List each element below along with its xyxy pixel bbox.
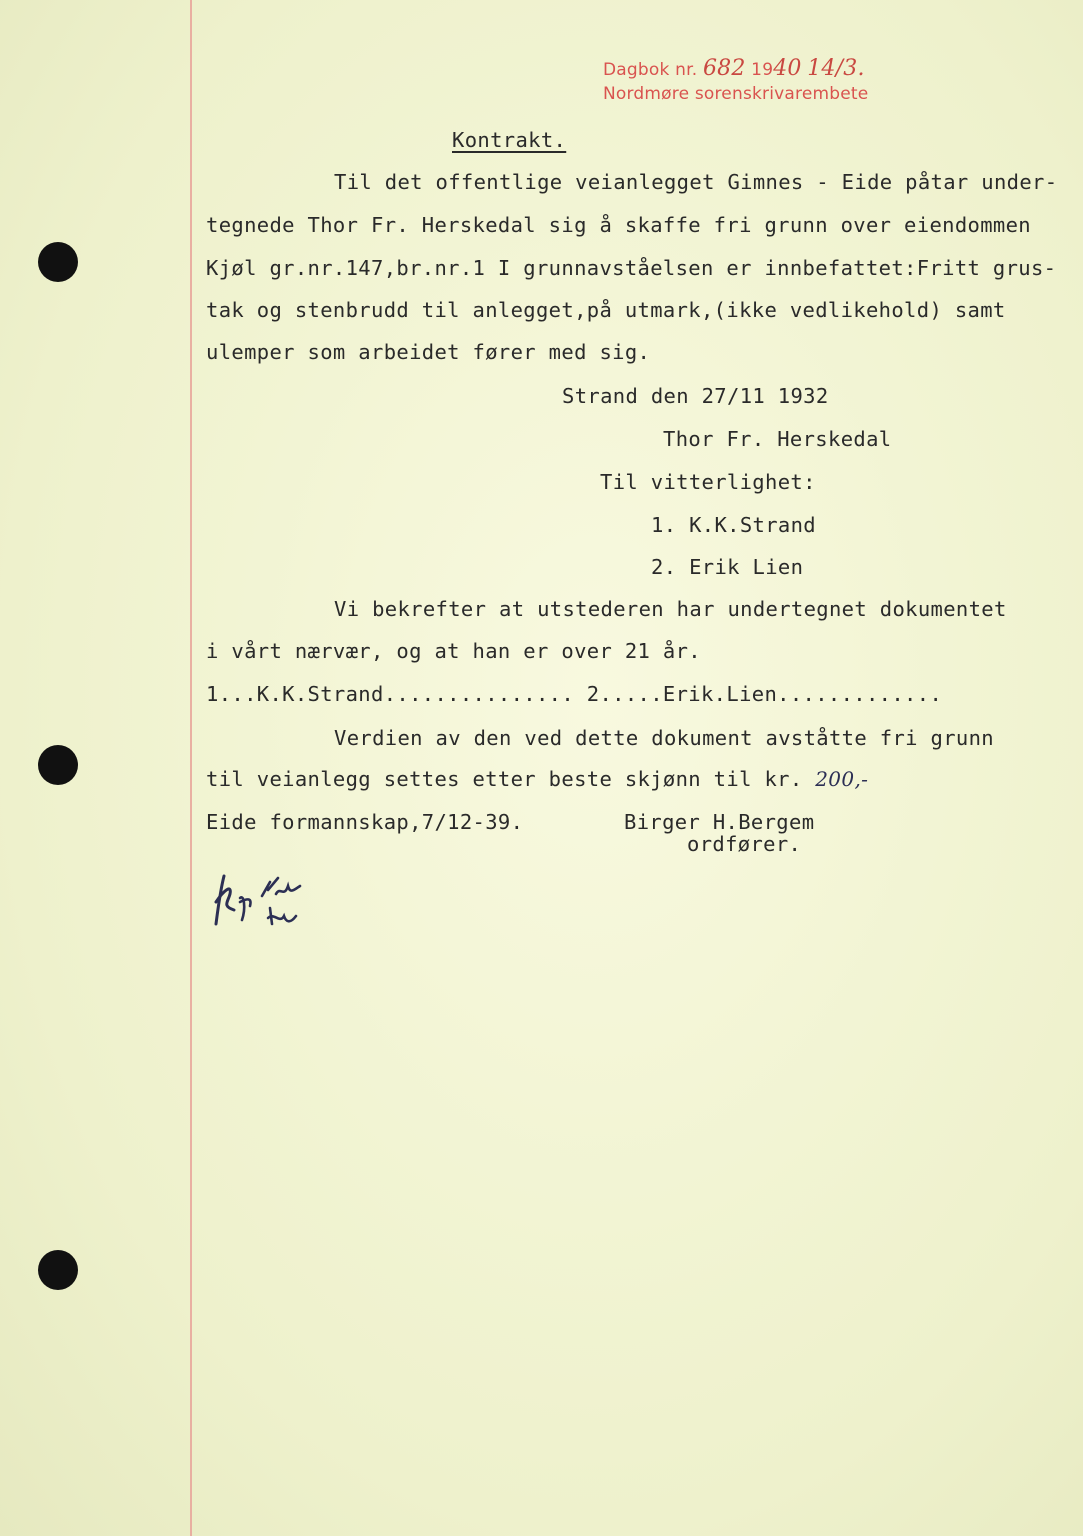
journal-stamp: [603, 56, 865, 81]
valuation-amount: 200,-: [815, 767, 869, 791]
mayor-name: Birger H.Bergem: [624, 810, 815, 834]
margin-line: [190, 0, 192, 1536]
signer-name: Thor Fr. Herskedal: [663, 427, 892, 451]
stamp-office: Nordmøre sorenskrivarembete: [603, 84, 869, 104]
body-line: tegnede Thor Fr. Herskedal sig å skaffe fri grunn over eiendommen: [206, 213, 1031, 237]
mayor-title: ordfører.: [687, 832, 802, 856]
stamp-year-suffix: 40: [773, 56, 802, 81]
stamp-number: 682: [702, 56, 746, 81]
punch-hole-middle: [38, 745, 78, 785]
document-title: Kontrakt.: [452, 128, 567, 152]
witness-item: 2. Erik Lien: [651, 555, 804, 579]
stamp-date: 14/3.: [807, 56, 865, 81]
closing-place: Eide formannskap,7/12-39.: [206, 810, 524, 834]
place-date: Strand den 27/11 1932: [562, 384, 829, 408]
body-line: Til det offentlige veianlegget Gimnes - Eide påtar under-: [334, 170, 1058, 194]
handwritten-mark: [210, 868, 320, 940]
stamp-label: Dagbok nr.: [603, 60, 698, 80]
confirmation-line: Vi bekrefter at utstederen har undertegnet dokumentet: [334, 597, 1007, 621]
valuation-line: Verdien av den ved dette dokument avståtte fri grunn: [334, 726, 994, 750]
punch-hole-bottom: [38, 1250, 78, 1290]
body-line: tak og stenbrudd til anlegget,på utmark,(ikke vedlikehold) samt: [206, 298, 1006, 322]
body-line: ulemper som arbeidet fører med sig.: [206, 340, 651, 364]
witness-item: 1. K.K.Strand: [651, 513, 816, 537]
confirmation-signatures: 1...K.K.Strand............... 2.....Erik.Lien.............: [206, 682, 943, 706]
punch-hole-top: [38, 242, 78, 282]
witness-heading: Til vitterlighet:: [600, 470, 816, 494]
valuation-text: til veianlegg settes etter beste skjønn til kr.: [206, 767, 803, 791]
body-line: Kjøl gr.nr.147,br.nr.1 I grunnavståelsen er innbefattet:Fritt grus-: [206, 256, 1057, 280]
confirmation-line: i vårt nærvær, og at han er over 21 år.: [206, 639, 701, 663]
stamp-year-prefix: 19: [751, 60, 774, 80]
valuation-line: [206, 769, 868, 790]
